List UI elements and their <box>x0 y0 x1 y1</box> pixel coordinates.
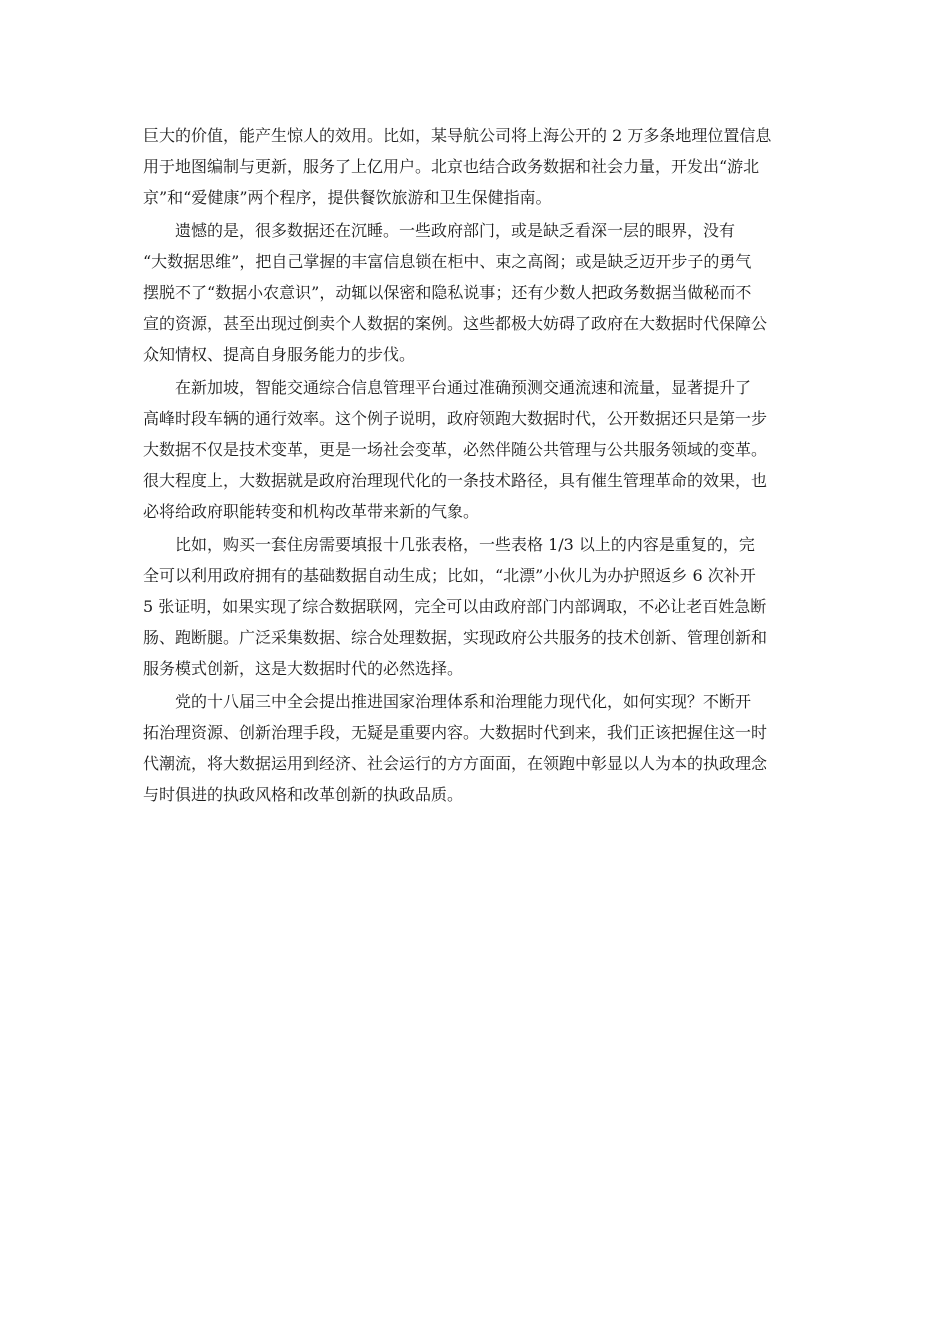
paragraph-housing-example: 比如，购买一套住房需要填报十几张表格，一些表格 1/3 以上的内容是重复的，完 全可以利用政府拥有的基础数据自动生成；比如，“北漂”小伙儿为办护照返乡 6 次补开 5 张证明，如果实现了综合数据联网，完全可以由政府部门内部调取，不必让老百姓急断 肠、跑断腿。广泛采集数据、综合处理数据，实现政府公共服务的技术创新、管理创新和 服务模式创新，这是大数据时代的必然选择。 <box>143 535 768 678</box>
paragraph-sleeping-data: 遗憾的是，很多数据还在沉睡。一些政府部门，或是缺乏看深一层的眼界，没有 “大数据思维”，把自己掌握的丰富信息锁在柜中、束之高阁；或是缺乏迈开步子的勇气 摆脱不了“数据小农意识”，动辄以保密和隐私说事；还有少数人把政务数据当做秘而不 宣的资源，甚至出现过倒卖个人数据的案例。这些都极大妨碍了政府在大数据时代保障公 众知情权、提高自身服务能力的步伐。 <box>143 221 768 364</box>
paragraph-conclusion: 党的十八届三中全会提出推进国家治理体系和治理能力现代化，如何实现？不断开 拓治理资源、创新治理手段，无疑是重要内容。大数据时代到来，我们正该把握住这一时 代潮流，将大数据运用到经济、社会运行的方方面面，在领跑中彰显以人为本的执政理念 与时俱进的执政风格和改革创新的执政品质。 <box>143 692 768 804</box>
article-body <box>143 120 807 812</box>
paragraph-singapore: 在新加坡，智能交通综合信息管理平台通过准确预测交通流速和流量，显著提升了 高峰时段车辆的通行效率。这个例子说明，政府领跑大数据时代，公开数据还只是第一步 大数据不仅是技术变革，更是一场社会变革，必然伴随公共管理与公共服务领域的变革。 很大程度上，大数据就是政府治理现代化的一条技术路径，具有催生管理革命的效果，也 必将给政府职能转变和机构改革带来新的气象。 <box>143 378 768 521</box>
paragraph-continuation: 巨大的价值，能产生惊人的效用。比如，某导航公司将上海公开的 2 万多条地理位置信息 用于地图编制与更新，服务了上亿用户。北京也结合政务数据和社会力量，开发出“游北 京”和“爱健康”两个程序，提供餐饮旅游和卫生保健指南。 <box>143 126 772 207</box>
